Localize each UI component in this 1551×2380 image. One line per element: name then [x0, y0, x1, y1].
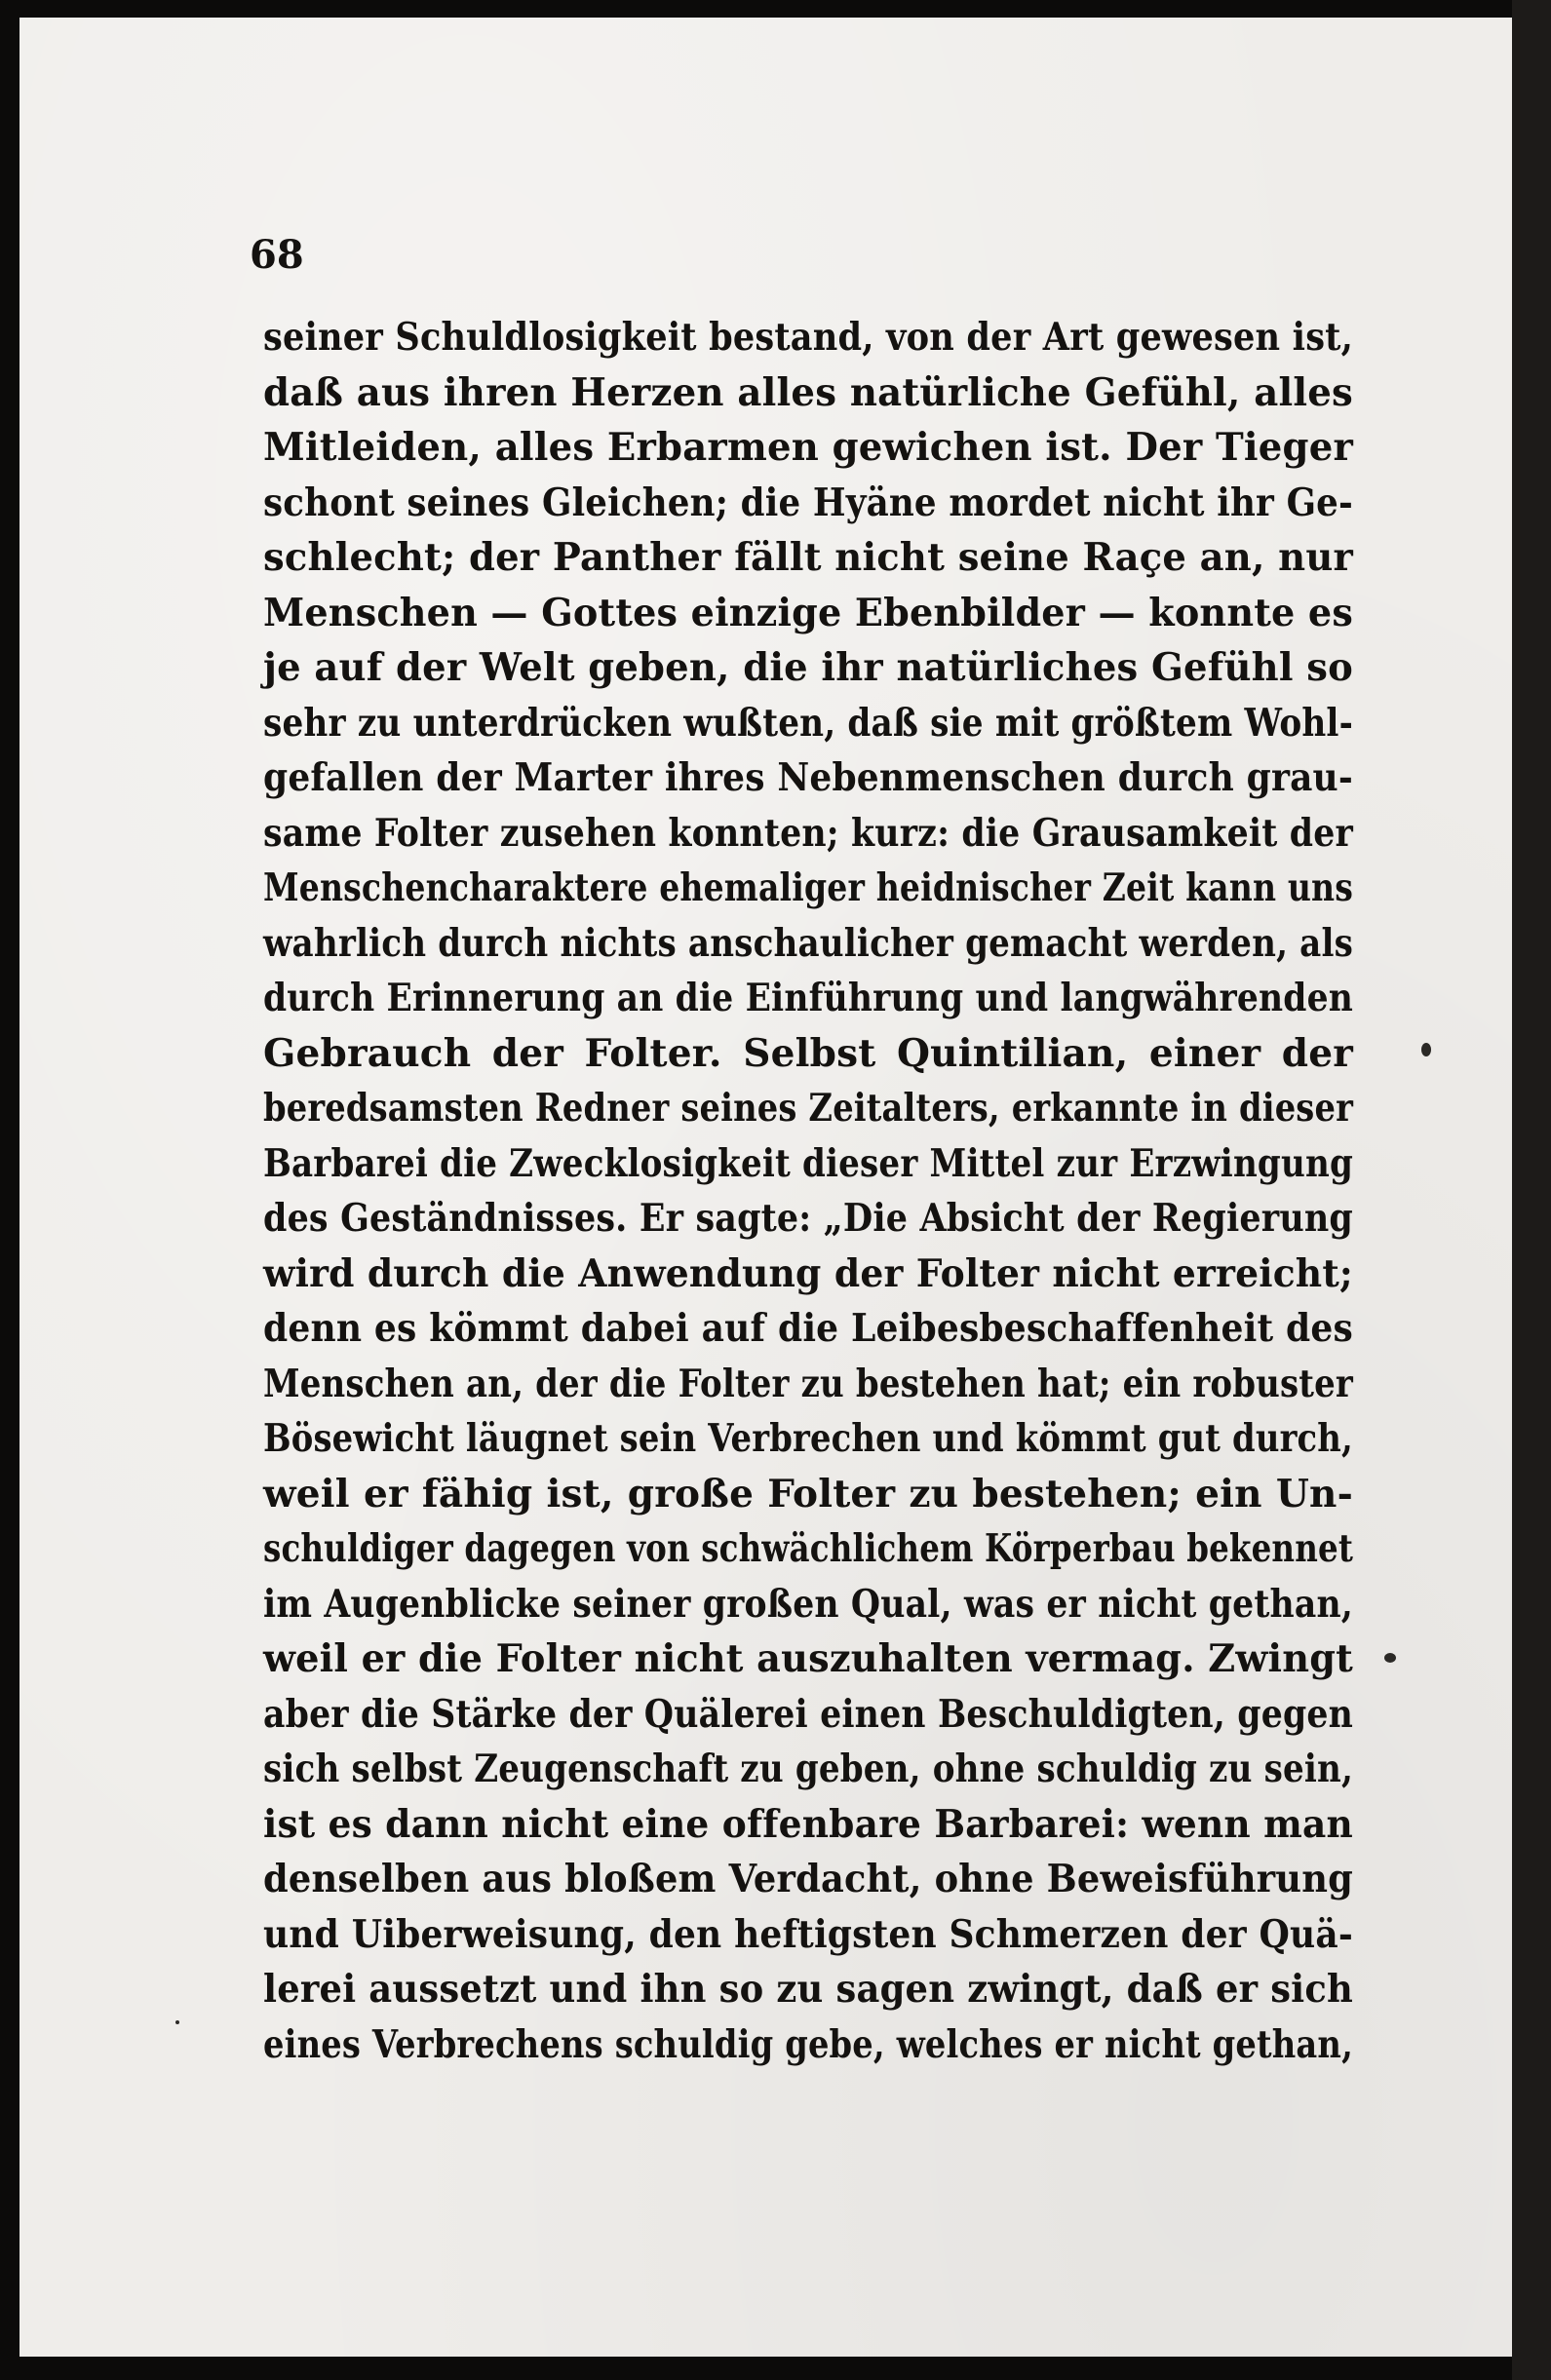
- text-line: sehr zu unterdrücken wußten, daß sie mit größtem Wohl-: [263, 700, 1353, 746]
- text-line: gefallen der Marter ihres Nebenmenschen durch grau-: [263, 755, 1353, 800]
- text-line: same Folter zusehen konnten; kurz: die Grausamkeit der: [263, 810, 1353, 856]
- ink-speck: [1384, 1653, 1396, 1663]
- text-line: denselben aus bloßem Verdacht, ohne Beweisführung: [263, 1857, 1353, 1901]
- text-line: schuldiger dagegen von schwächlichem Körperbau bekennet: [263, 1526, 1353, 1571]
- text-line: Barbarei die Zwecklosigkeit dieser Mittel zur Erzwingung: [263, 1140, 1353, 1186]
- text-line: schont seines Gleichen; die Hyäne mordet nicht ihr Ge-: [263, 480, 1353, 525]
- text-line: wird durch die Anwendung der Folter nicht erreicht;: [263, 1250, 1353, 1296]
- text-line: Menschen an, der die Folter zu bestehen hat; ein robuster: [263, 1361, 1353, 1406]
- text-line: sich selbst Zeugenschaft zu geben, ohne schuldig zu sein,: [263, 1747, 1353, 1791]
- text-line: Menschen — Gottes einzige Ebenbilder — konnte es: [263, 590, 1353, 635]
- text-line: Bösewicht läugnet sein Verbrechen und kömmt gut durch,: [263, 1416, 1353, 1461]
- page-number: 68: [250, 232, 304, 278]
- text-line: Menschencharaktere ehemaliger heidnischer Zeit kann uns: [263, 865, 1353, 910]
- book-page: [19, 18, 1512, 2357]
- text-line: durch Erinnerung an die Einführung und langwährenden: [263, 976, 1353, 1020]
- text-line: und Uiberweisung, den heftigsten Schmerzen der Quä-: [263, 1911, 1353, 1957]
- text-line: Gebrauch der Folter. Selbst Quintilian, einer der: [263, 1030, 1353, 1076]
- text-line: schlecht; der Panther fällt nicht seine Raçe an, nur: [263, 535, 1353, 580]
- text-line: weil er fähig ist, große Folter zu bestehen; ein Un-: [263, 1471, 1353, 1516]
- ink-speck: [1421, 1043, 1431, 1056]
- text-line: lerei aussetzt und ihn so zu sagen zwingt, daß er sich: [263, 1967, 1353, 2012]
- text-line: weil er die Folter nicht auszuhalten vermag. Zwingt: [263, 1636, 1353, 1681]
- text-line: beredsamsten Redner seines Zeitalters, erkannte in dieser: [263, 1086, 1353, 1131]
- ink-speck: [175, 2020, 179, 2024]
- text-line: im Augenblicke seiner großen Qual, was er nicht gethan,: [263, 1581, 1353, 1627]
- text-line: des Geständnisses. Er sagte: „Die Absicht der Regierung: [263, 1196, 1353, 1241]
- text-line: aber die Stärke der Quälerei einen Beschuldigten, gegen: [263, 1691, 1353, 1737]
- text-line: ist es dann nicht eine offenbare Barbarei: wenn man: [263, 1801, 1353, 1847]
- text-line: eines Verbrechens schuldig gebe, welches er nicht gethan,: [263, 2021, 1353, 2067]
- text-line: wahrlich durch nichts anschaulicher gemacht werden, als: [263, 920, 1353, 966]
- text-line: Mitleiden, alles Erbarmen gewichen ist. Der Tieger: [263, 425, 1353, 470]
- page-edge-shadow: [1512, 0, 1551, 2380]
- text-line: je auf der Welt geben, die ihr natürliches Gefühl so: [263, 645, 1353, 690]
- text-line: seiner Schuldlosigkeit bestand, von der Art gewesen ist,: [263, 315, 1353, 360]
- text-line: daß aus ihren Herzen alles natürliche Gefühl, alles: [263, 369, 1353, 415]
- text-line: denn es kömmt dabei auf die Leibesbeschaffenheit des: [263, 1306, 1353, 1351]
